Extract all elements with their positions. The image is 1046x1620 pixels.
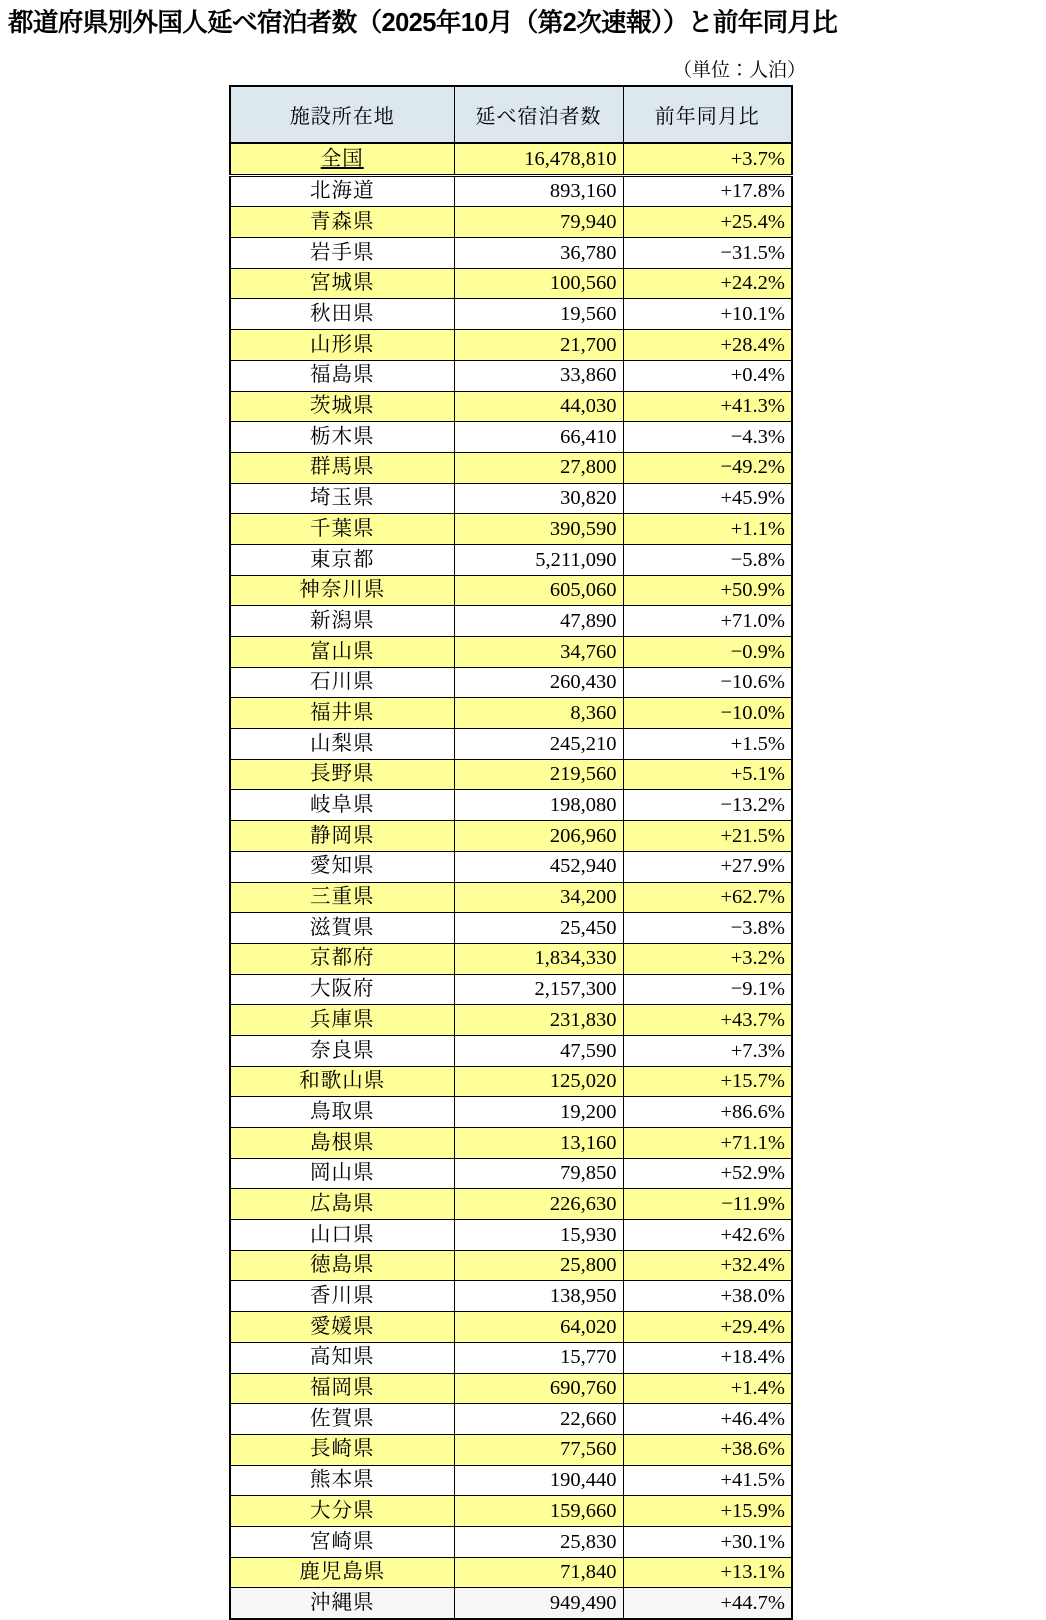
cell-area: 和歌山県 <box>230 1066 454 1097</box>
table-row <box>230 1588 792 1619</box>
cell-year-over-year: −11.9% <box>623 1189 792 1220</box>
table-row <box>230 1005 792 1036</box>
table-row <box>230 606 792 637</box>
table-row <box>230 1066 792 1097</box>
cell-year-over-year: +21.5% <box>623 821 792 852</box>
cell-guest-nights: 22,660 <box>454 1404 623 1435</box>
cell-guest-nights: 190,440 <box>454 1465 623 1496</box>
cell-year-over-year: +3.2% <box>623 943 792 974</box>
cell-guest-nights: 390,590 <box>454 514 623 545</box>
cell-year-over-year: +15.7% <box>623 1066 792 1097</box>
cell-guest-nights: 21,700 <box>454 330 623 361</box>
cell-year-over-year: +71.1% <box>623 1128 792 1159</box>
cell-area: 山形県 <box>230 330 454 361</box>
cell-year-over-year: −4.3% <box>623 422 792 453</box>
cell-year-over-year: +29.4% <box>623 1312 792 1343</box>
cell-year-over-year: +41.5% <box>623 1465 792 1496</box>
cell-area <box>230 143 454 175</box>
cell-year-over-year: +42.6% <box>623 1220 792 1251</box>
cell-year-over-year: +62.7% <box>623 882 792 913</box>
cell-guest-nights: 690,760 <box>454 1373 623 1404</box>
cell-year-over-year: +38.0% <box>623 1281 792 1312</box>
cell-year-over-year: +17.8% <box>623 175 792 207</box>
cell-guest-nights: 34,760 <box>454 637 623 668</box>
table-row <box>230 1281 792 1312</box>
cell-year-over-year: −10.0% <box>623 698 792 729</box>
cell-year-over-year: −0.9% <box>623 637 792 668</box>
table-row <box>230 299 792 330</box>
table-row <box>230 1373 792 1404</box>
table-row <box>230 698 792 729</box>
cell-guest-nights: 79,850 <box>454 1158 623 1189</box>
table-row <box>230 790 792 821</box>
table-row <box>230 422 792 453</box>
cell-guest-nights: 71,840 <box>454 1557 623 1588</box>
cell-guest-nights: 25,450 <box>454 913 623 944</box>
cell-guest-nights: 44,030 <box>454 391 623 422</box>
cell-year-over-year: −3.8% <box>623 913 792 944</box>
cell-guest-nights: 260,430 <box>454 667 623 698</box>
cell-area: 青森県 <box>230 207 454 238</box>
cell-area: 兵庫県 <box>230 1005 454 1036</box>
cell-guest-nights: 452,940 <box>454 851 623 882</box>
table-row <box>230 514 792 545</box>
cell-year-over-year: +28.4% <box>623 330 792 361</box>
cell-area: 大阪府 <box>230 974 454 1005</box>
cell-area: 神奈川県 <box>230 575 454 606</box>
cell-year-over-year: +43.7% <box>623 1005 792 1036</box>
cell-guest-nights: 36,780 <box>454 238 623 269</box>
cell-area: 新潟県 <box>230 606 454 637</box>
cell-guest-nights: 19,200 <box>454 1097 623 1128</box>
cell-area: 鹿児島県 <box>230 1557 454 1588</box>
cell-area: 三重県 <box>230 882 454 913</box>
table-row <box>230 851 792 882</box>
table-row <box>230 1189 792 1220</box>
table-row <box>230 1220 792 1251</box>
cell-guest-nights: 34,200 <box>454 882 623 913</box>
statistics-table-container <box>229 85 791 1620</box>
cell-guest-nights: 231,830 <box>454 1005 623 1036</box>
cell-area: 広島県 <box>230 1189 454 1220</box>
cell-guest-nights: 19,560 <box>454 299 623 330</box>
column-header-yoy: 前年同月比 <box>623 86 792 143</box>
cell-area: 熊本県 <box>230 1465 454 1496</box>
cell-area: 岡山県 <box>230 1158 454 1189</box>
table-row <box>230 1158 792 1189</box>
cell-area: 富山県 <box>230 637 454 668</box>
table-header-row <box>230 86 792 143</box>
statistics-table <box>229 85 793 1620</box>
cell-area: 愛媛県 <box>230 1312 454 1343</box>
cell-guest-nights: 949,490 <box>454 1588 623 1619</box>
table-row <box>230 1465 792 1496</box>
table-row <box>230 1404 792 1435</box>
cell-guest-nights: 245,210 <box>454 729 623 760</box>
cell-year-over-year: +52.9% <box>623 1158 792 1189</box>
cell-year-over-year: +50.9% <box>623 575 792 606</box>
cell-area: 東京都 <box>230 544 454 575</box>
cell-year-over-year: +71.0% <box>623 606 792 637</box>
table-row <box>230 943 792 974</box>
cell-area: 香川県 <box>230 1281 454 1312</box>
cell-year-over-year: +38.6% <box>623 1434 792 1465</box>
cell-area: 山梨県 <box>230 729 454 760</box>
cell-guest-nights: 8,360 <box>454 698 623 729</box>
cell-area: 大分県 <box>230 1496 454 1527</box>
table-row <box>230 175 792 207</box>
table-row <box>230 1526 792 1557</box>
cell-year-over-year: −5.8% <box>623 544 792 575</box>
table-row <box>230 1097 792 1128</box>
cell-guest-nights: 47,890 <box>454 606 623 637</box>
cell-guest-nights: 25,800 <box>454 1250 623 1281</box>
cell-year-over-year: +30.1% <box>623 1526 792 1557</box>
table-row <box>230 759 792 790</box>
cell-area-label: 全国 <box>320 147 364 170</box>
table-row <box>230 360 792 391</box>
table-row <box>230 1342 792 1373</box>
cell-year-over-year: +13.1% <box>623 1557 792 1588</box>
cell-area: 京都府 <box>230 943 454 974</box>
cell-guest-nights: 2,157,300 <box>454 974 623 1005</box>
cell-year-over-year: +1.5% <box>623 729 792 760</box>
table-row <box>230 1312 792 1343</box>
cell-area: 高知県 <box>230 1342 454 1373</box>
cell-year-over-year: +1.4% <box>623 1373 792 1404</box>
table-row <box>230 452 792 483</box>
table-row <box>230 1557 792 1588</box>
cell-area: 北海道 <box>230 175 454 207</box>
cell-area: 宮城県 <box>230 268 454 299</box>
cell-year-over-year: +27.9% <box>623 851 792 882</box>
cell-area: 宮崎県 <box>230 1526 454 1557</box>
cell-year-over-year: +45.9% <box>623 483 792 514</box>
table-row <box>230 729 792 760</box>
cell-area: 佐賀県 <box>230 1404 454 1435</box>
table-row <box>230 268 792 299</box>
cell-area: 石川県 <box>230 667 454 698</box>
cell-area: 愛知県 <box>230 851 454 882</box>
cell-guest-nights: 33,860 <box>454 360 623 391</box>
cell-guest-nights: 13,160 <box>454 1128 623 1159</box>
cell-guest-nights: 100,560 <box>454 268 623 299</box>
cell-guest-nights: 198,080 <box>454 790 623 821</box>
table-row <box>230 667 792 698</box>
table-row <box>230 913 792 944</box>
cell-year-over-year: −31.5% <box>623 238 792 269</box>
cell-guest-nights: 47,590 <box>454 1035 623 1066</box>
cell-year-over-year: +0.4% <box>623 360 792 391</box>
table-row <box>230 1434 792 1465</box>
cell-guest-nights: 1,834,330 <box>454 943 623 974</box>
cell-guest-nights: 15,770 <box>454 1342 623 1373</box>
table-row <box>230 391 792 422</box>
table-row <box>230 974 792 1005</box>
cell-area: 群馬県 <box>230 452 454 483</box>
table-row <box>230 143 792 175</box>
cell-guest-nights: 25,830 <box>454 1526 623 1557</box>
table-row <box>230 637 792 668</box>
cell-guest-nights: 66,410 <box>454 422 623 453</box>
table-row <box>230 207 792 238</box>
cell-year-over-year: +3.7% <box>623 143 792 175</box>
cell-area: 奈良県 <box>230 1035 454 1066</box>
table-body <box>230 143 792 1619</box>
cell-year-over-year: +86.6% <box>623 1097 792 1128</box>
table-row <box>230 1128 792 1159</box>
cell-guest-nights: 5,211,090 <box>454 544 623 575</box>
table-row <box>230 821 792 852</box>
cell-area: 埼玉県 <box>230 483 454 514</box>
cell-area: 長野県 <box>230 759 454 790</box>
cell-guest-nights: 893,160 <box>454 175 623 207</box>
cell-guest-nights: 226,630 <box>454 1189 623 1220</box>
cell-area: 徳島県 <box>230 1250 454 1281</box>
cell-year-over-year: +7.3% <box>623 1035 792 1066</box>
column-header-area: 施設所在地 <box>230 86 454 143</box>
cell-area: 静岡県 <box>230 821 454 852</box>
cell-area: 長崎県 <box>230 1434 454 1465</box>
cell-area: 岩手県 <box>230 238 454 269</box>
cell-year-over-year: +25.4% <box>623 207 792 238</box>
cell-area: 福井県 <box>230 698 454 729</box>
cell-guest-nights: 77,560 <box>454 1434 623 1465</box>
cell-area: 千葉県 <box>230 514 454 545</box>
cell-year-over-year: +18.4% <box>623 1342 792 1373</box>
cell-guest-nights: 125,020 <box>454 1066 623 1097</box>
table-row <box>230 575 792 606</box>
cell-guest-nights: 64,020 <box>454 1312 623 1343</box>
cell-area: 鳥取県 <box>230 1097 454 1128</box>
cell-year-over-year: +1.1% <box>623 514 792 545</box>
table-row <box>230 1035 792 1066</box>
cell-area: 福岡県 <box>230 1373 454 1404</box>
page-title: 都道府県別外国人延べ宿泊者数（2025年10月（第2次速報））と前年同月比 <box>8 9 838 37</box>
table-row <box>230 1496 792 1527</box>
cell-year-over-year: +24.2% <box>623 268 792 299</box>
table-row <box>230 1250 792 1281</box>
cell-year-over-year: +41.3% <box>623 391 792 422</box>
cell-area: 沖縄県 <box>230 1588 454 1619</box>
table-row <box>230 330 792 361</box>
table-row <box>230 544 792 575</box>
cell-guest-nights: 219,560 <box>454 759 623 790</box>
table-row <box>230 483 792 514</box>
cell-guest-nights: 79,940 <box>454 207 623 238</box>
cell-year-over-year: −10.6% <box>623 667 792 698</box>
cell-year-over-year: +15.9% <box>623 1496 792 1527</box>
cell-area: 茨城県 <box>230 391 454 422</box>
cell-area: 滋賀県 <box>230 913 454 944</box>
cell-year-over-year: +10.1% <box>623 299 792 330</box>
cell-area: 秋田県 <box>230 299 454 330</box>
table-header <box>230 86 792 143</box>
cell-guest-nights: 30,820 <box>454 483 623 514</box>
cell-guest-nights: 16,478,810 <box>454 143 623 175</box>
cell-guest-nights: 159,660 <box>454 1496 623 1527</box>
cell-area: 福島県 <box>230 360 454 391</box>
cell-year-over-year: +32.4% <box>623 1250 792 1281</box>
cell-area: 山口県 <box>230 1220 454 1251</box>
cell-guest-nights: 15,930 <box>454 1220 623 1251</box>
cell-year-over-year: +46.4% <box>623 1404 792 1435</box>
cell-year-over-year: +5.1% <box>623 759 792 790</box>
cell-area: 岐阜県 <box>230 790 454 821</box>
cell-guest-nights: 27,800 <box>454 452 623 483</box>
cell-year-over-year: −13.2% <box>623 790 792 821</box>
table-row <box>230 882 792 913</box>
cell-area: 島根県 <box>230 1128 454 1159</box>
cell-guest-nights: 138,950 <box>454 1281 623 1312</box>
cell-year-over-year: −49.2% <box>623 452 792 483</box>
cell-year-over-year: +44.7% <box>623 1588 792 1619</box>
cell-guest-nights: 605,060 <box>454 575 623 606</box>
column-header-value: 延べ宿泊者数 <box>454 86 623 143</box>
unit-note: （単位：人泊） <box>672 60 806 81</box>
cell-area: 栃木県 <box>230 422 454 453</box>
table-row <box>230 238 792 269</box>
cell-guest-nights: 206,960 <box>454 821 623 852</box>
cell-year-over-year: −9.1% <box>623 974 792 1005</box>
